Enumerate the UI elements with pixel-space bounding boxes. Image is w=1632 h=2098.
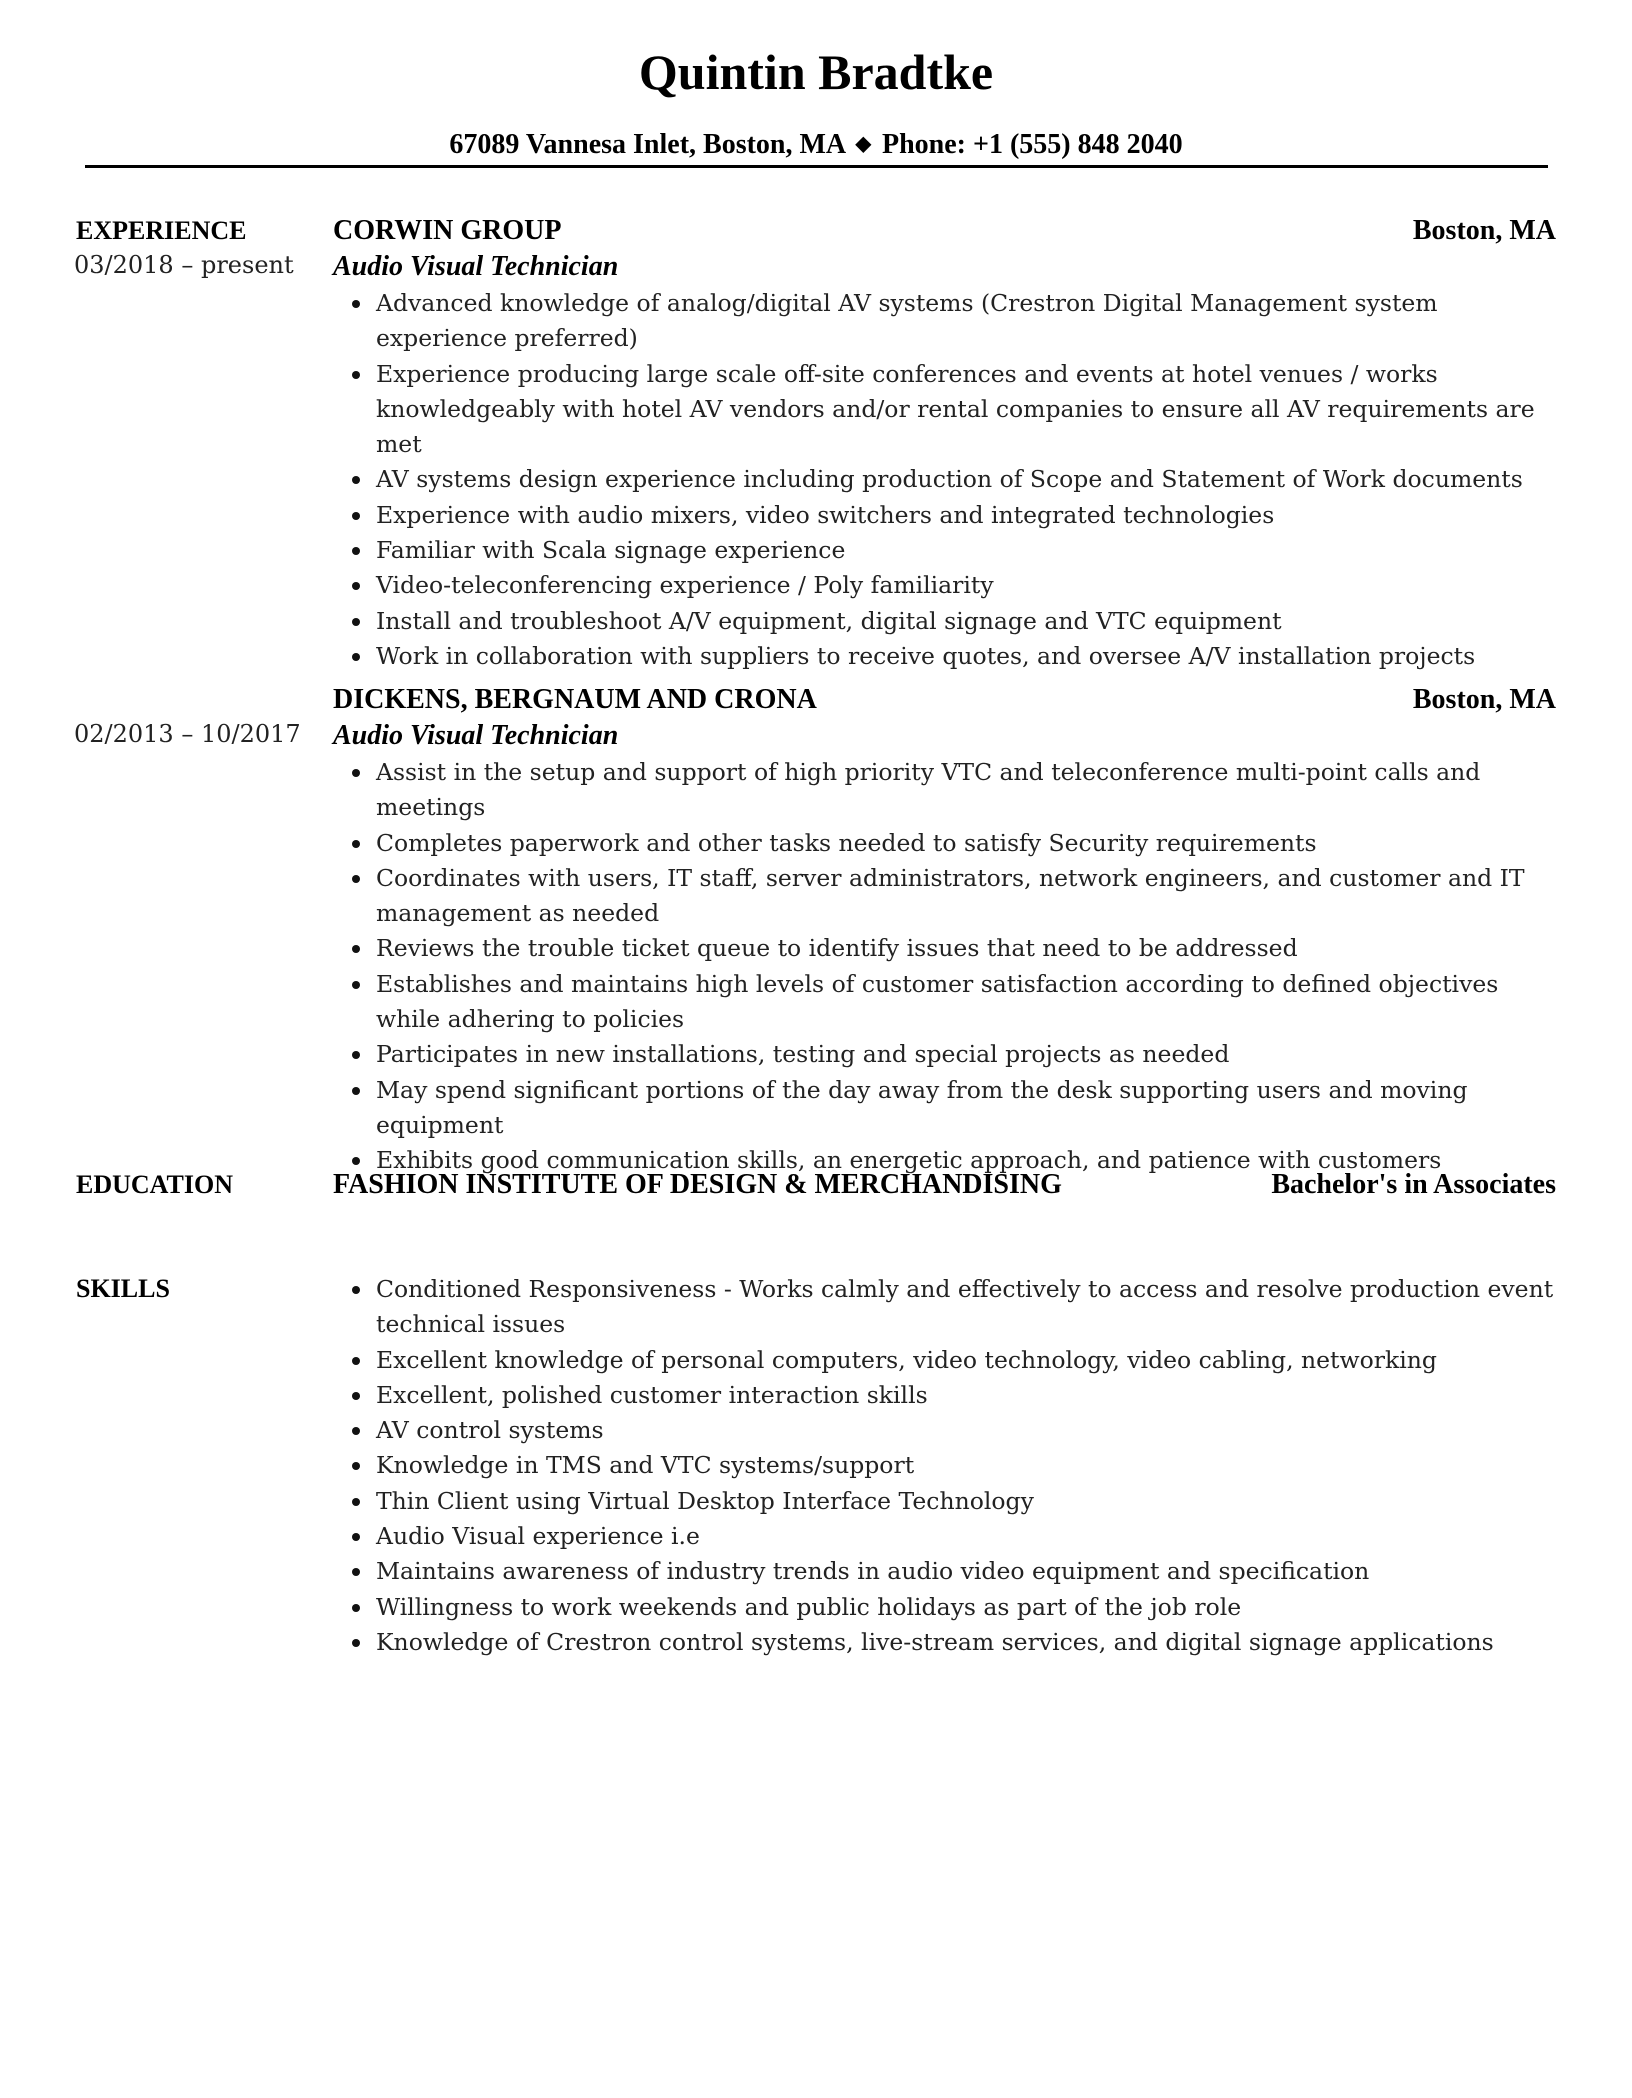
bullet-item: Establishes and maintains high levels of customer satisfaction according to defined objectives while adhering to policies xyxy=(350,967,1566,1038)
address: 67089 Vannesa Inlet, Boston, MA xyxy=(449,129,845,160)
skills-heading: SKILLS xyxy=(76,1274,170,1303)
bullet-item: May spend significant portions of the day away from the desk supporting users and moving equipment xyxy=(350,1073,1566,1144)
bullet-item: Coordinates with users, IT staff, server administrators, network engineers, and customer and IT management as needed xyxy=(350,861,1566,932)
contact-line xyxy=(0,126,1632,163)
job-dates: 03/2018 – present xyxy=(74,251,294,279)
bullet-item: Assist in the setup and support of high priority VTC and teleconference multi-point calls and meetings xyxy=(350,755,1566,826)
bullet-item: Install and troubleshoot A/V equipment, digital signage and VTC equipment xyxy=(350,604,1566,639)
job-title: Audio Visual Technician xyxy=(333,251,619,282)
bullet-item: Reviews the trouble ticket queue to identify issues that need to be addressed xyxy=(350,931,1566,966)
job-location: Boston, MA xyxy=(1412,684,1556,715)
bullet-item: Exhibits good communication skills, an energetic approach, and patience with customers xyxy=(350,1143,1566,1178)
phone: Phone: +1 (555) 848 2040 xyxy=(881,129,1183,160)
job-bullets xyxy=(350,286,1566,674)
education-degree: Bachelor's in Associates xyxy=(1271,1169,1556,1200)
header-divider xyxy=(85,165,1548,168)
bullet-item: Excellent, polished customer interaction skills xyxy=(350,1378,1566,1413)
bullet-item: AV control systems xyxy=(350,1413,1566,1448)
bullet-item: AV systems design experience including production of Scope and Statement of Work documents xyxy=(350,462,1566,497)
bullet-item: Audio Visual experience i.e xyxy=(350,1519,1566,1554)
bullet-item: Experience with audio mixers, video switchers and integrated technologies xyxy=(350,498,1566,533)
job-bullets xyxy=(350,755,1566,1179)
experience-heading: EXPERIENCE xyxy=(76,216,247,245)
education-school: FASHION INSTITUTE OF DESIGN & MERCHANDISING xyxy=(333,1169,1062,1200)
skills-list xyxy=(350,1272,1566,1660)
bullet-item: Willingness to work weekends and public holidays as part of the job role xyxy=(350,1590,1566,1625)
bullet-item: Work in collaboration with suppliers to receive quotes, and oversee A/V installation projects xyxy=(350,639,1566,674)
bullet-item: Conditioned Responsiveness - Works calmly and effectively to access and resolve production event technical issues xyxy=(350,1272,1566,1343)
bullet-item: Video-teleconferencing experience / Poly familiarity xyxy=(350,568,1566,603)
job-title: Audio Visual Technician xyxy=(333,720,619,751)
job-company: CORWIN GROUP xyxy=(333,215,562,246)
bullet-item: Knowledge in TMS and VTC systems/support xyxy=(350,1448,1566,1483)
job-company: DICKENS, BERGNAUM AND CRONA xyxy=(333,684,817,715)
bullet-item: Participates in new installations, testing and special projects as needed xyxy=(350,1037,1566,1072)
bullet-item: Thin Client using Virtual Desktop Interface Technology xyxy=(350,1484,1566,1519)
job-dates: 02/2013 – 10/2017 xyxy=(74,720,301,748)
bullet-item: Experience producing large scale off-site conferences and events at hotel venues / works knowledgeably with hotel AV vendors and/or rental companies to ensure all AV requirements are met xyxy=(350,357,1566,463)
job-location: Boston, MA xyxy=(1412,215,1556,246)
bullet-item: Familiar with Scala signage experience xyxy=(350,533,1566,568)
bullet-item: Excellent knowledge of personal computers, video technology, video cabling, networking xyxy=(350,1343,1566,1378)
bullet-item: Knowledge of Crestron control systems, live-stream services, and digital signage applications xyxy=(350,1625,1566,1660)
bullet-item: Maintains awareness of industry trends in audio video equipment and specification xyxy=(350,1554,1566,1589)
candidate-name: Quintin Bradtke xyxy=(638,44,994,100)
bullet-item: Completes paperwork and other tasks needed to satisfy Security requirements xyxy=(350,826,1566,861)
bullet-item: Advanced knowledge of analog/digital AV systems (Crestron Digital Management system experience preferred) xyxy=(350,286,1566,357)
diamond-separator-icon: ◆ xyxy=(855,133,871,155)
education-heading: EDUCATION xyxy=(76,1170,233,1199)
